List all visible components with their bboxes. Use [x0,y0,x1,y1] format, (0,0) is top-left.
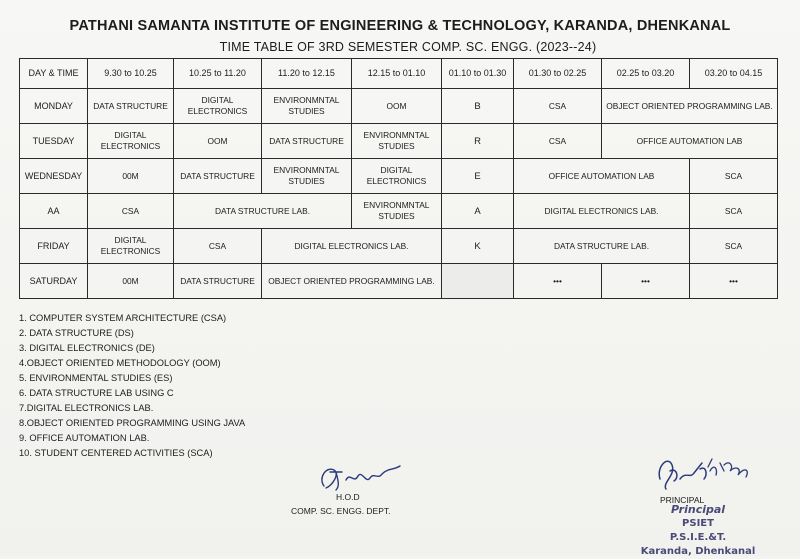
subject-cell: DATA STRUCTURE [262,124,352,159]
subject-cell: DATA STRUCTURE [174,264,262,299]
legend-item: 9. OFFICE AUTOMATION LAB. [19,433,150,443]
subject-cell: DIGITAL ELECTRONICS [174,89,262,124]
legend-item: 7.DIGITAL ELECTRONICS LAB. [19,403,154,413]
timetable [19,58,778,299]
timetable-header-row [20,59,778,89]
subject-cell: ••• [690,264,778,299]
subject-cell: OOM [352,89,442,124]
timetable-row [20,264,778,299]
subject-cell: ENVIRONMNTAL STUDIES [262,89,352,124]
subject-cell: ENVIRONMNTAL STUDIES [262,159,352,194]
subject-cell: 00M [88,264,174,299]
legend-item: 3. DIGITAL ELECTRONICS (DE) [19,343,155,353]
hod-label: H.O.D [336,492,360,502]
header-time-slot: 01.10 to 01.30 [442,59,514,89]
break-letter-cell: K [442,229,514,264]
subject-cell: SCA [690,229,778,264]
header-time-slot: 01.30 to 02.25 [514,59,602,89]
subject-cell: ••• [602,264,690,299]
day-name: TUESDAY [20,124,88,159]
subject-cell: DIGITAL ELECTRONICS [352,159,442,194]
legend-item: 1. COMPUTER SYSTEM ARCHITECTURE (CSA) [19,313,227,323]
header-time-slot: 12.15 to 01.10 [352,59,442,89]
legend-item: 5. ENVIRONMENTAL STUDIES (ES) [19,373,173,383]
subject-cell: OOM [174,124,262,159]
day-name: MONDAY [20,89,88,124]
subject-cell: DIGITAL ELECTRONICS LAB. [514,194,690,229]
subject-cell: CSA [514,89,602,124]
subject-cell: DATA STRUCTURE [88,89,174,124]
legend-item: 8.OBJECT ORIENTED PROGRAMMING USING JAVA [19,418,246,428]
break-letter-cell: E [442,159,514,194]
timetable-row [20,124,778,159]
timetable-row [20,89,778,124]
subject-cell: DIGITAL ELECTRONICS LAB. [262,229,442,264]
header-time-slot: 02.25 to 03.20 [602,59,690,89]
subject-legend [19,311,245,461]
legend-item: 4.OBJECT ORIENTED METHODOLOGY (OOM) [19,358,221,368]
subject-cell: 00M [88,159,174,194]
subject-cell: SCA [690,194,778,229]
day-name: SATURDAY [20,264,88,299]
subject-cell: DIGITAL ELECTRONICS [88,124,174,159]
timetable-subtitle: TIME TABLE OF 3RD SEMESTER COMP. SC. ENGG. (2023--24) [219,40,597,54]
principal-seal-stamp: Principal PSIET P.S.I.E.&T. Karanda, Dhenkanal [640,503,756,557]
subject-cell: OFFICE AUTOMATION LAB [602,124,778,159]
subject-cell: OBJECT ORIENTED PROGRAMMING LAB. [262,264,442,299]
timetable-row [20,159,778,194]
hod-signature [296,458,406,494]
subject-cell: CSA [174,229,262,264]
break-letter-cell: R [442,124,514,159]
subject-cell: ENVIRONMNTAL STUDIES [352,194,442,229]
principal-label: PRINCIPAL [660,495,705,505]
header-time-slot: 10.25 to 11.20 [174,59,262,89]
subject-cell: DIGITAL ELECTRONICS [88,229,174,264]
subject-cell: OBJECT ORIENTED PROGRAMMING LAB. [602,89,778,124]
day-name: WEDNESDAY [20,159,88,194]
subject-cell: DATA STRUCTURE LAB. [514,229,690,264]
header-time-slot: 9.30 to 10.25 [88,59,174,89]
institute-title: PATHANI SAMANTA INSTITUTE OF ENGINEERING & TECHNOLOGY, KARANDA, DHENKANAL [69,18,731,34]
timetable-row [20,229,778,264]
empty-cell [442,264,514,299]
subject-cell: SCA [690,159,778,194]
subject-cell: OFFICE AUTOMATION LAB [514,159,690,194]
break-letter-cell: B [442,89,514,124]
legend-item: 2. DATA STRUCTURE (DS) [19,328,134,338]
legend-item: 6. DATA STRUCTURE LAB USING C [19,388,174,398]
principal-signature [650,449,760,495]
header-time-slot: 11.20 to 12.15 [262,59,352,89]
subject-cell: ••• [514,264,602,299]
header-day-time: DAY & TIME [20,59,88,89]
header-time-slot: 03.20 to 04.15 [690,59,778,89]
break-letter-cell: A [442,194,514,229]
subject-cell: CSA [88,194,174,229]
subject-cell: DATA STRUCTURE [174,159,262,194]
hod-department: COMP. SC. ENGG. DEPT. [291,506,391,516]
day-name: FRIDAY [20,229,88,264]
subject-cell: ENVIRONMNTAL STUDIES [352,124,442,159]
subject-cell: CSA [514,124,602,159]
timetable-row [20,194,778,229]
subject-cell: DATA STRUCTURE LAB. [174,194,352,229]
day-name: AA [20,194,88,229]
legend-item: 10. STUDENT CENTERED ACTIVITIES (SCA) [19,448,213,458]
